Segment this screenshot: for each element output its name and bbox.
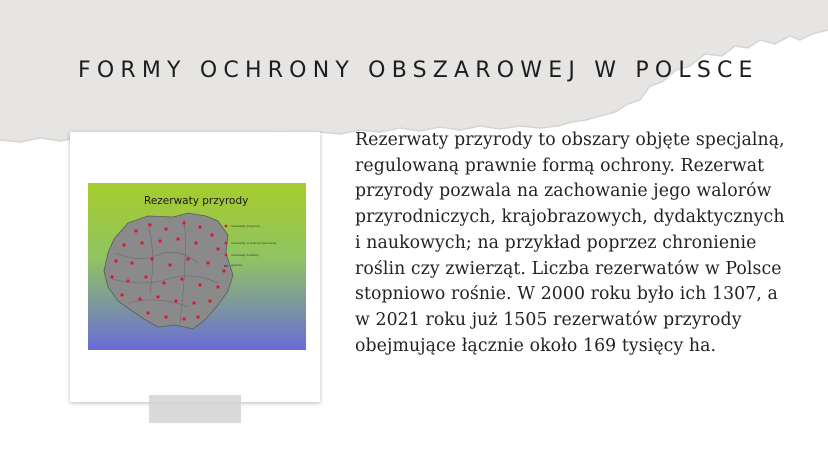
slide-title: FORMY OCHRONY OBSZAROWEJ W POLSCE (78, 58, 759, 83)
tape-strip (149, 395, 241, 423)
legend-item: granice (231, 263, 243, 267)
map-image-title: Rezerwaty przyrody (144, 195, 249, 207)
legend-item: rezerwaty w trakcie tworzenia (231, 241, 277, 245)
body-text: Rezerwaty przyrody to obszary objęte specjalną, regulowaną prawnie formą ochrony. Rezerwat przyrody pozwala na zachowanie jego walorów przyrodniczych, krajobrazowych, dydaktycznych i naukowych; na przykład poprzez chronienie roślin czy zwierząt. Liczba rezerwatów w Polsce stopniowo rośnie. W 2000 roku było ich 1307, a w 2021 roku już 1505 rezerwatów przyrody obejmujące łącznie około 169 tysięcy ha. (355, 130, 785, 356)
legend-item: rezerwaty biosfery (231, 253, 259, 257)
legend-item: rezerwaty przyrody (231, 224, 261, 228)
